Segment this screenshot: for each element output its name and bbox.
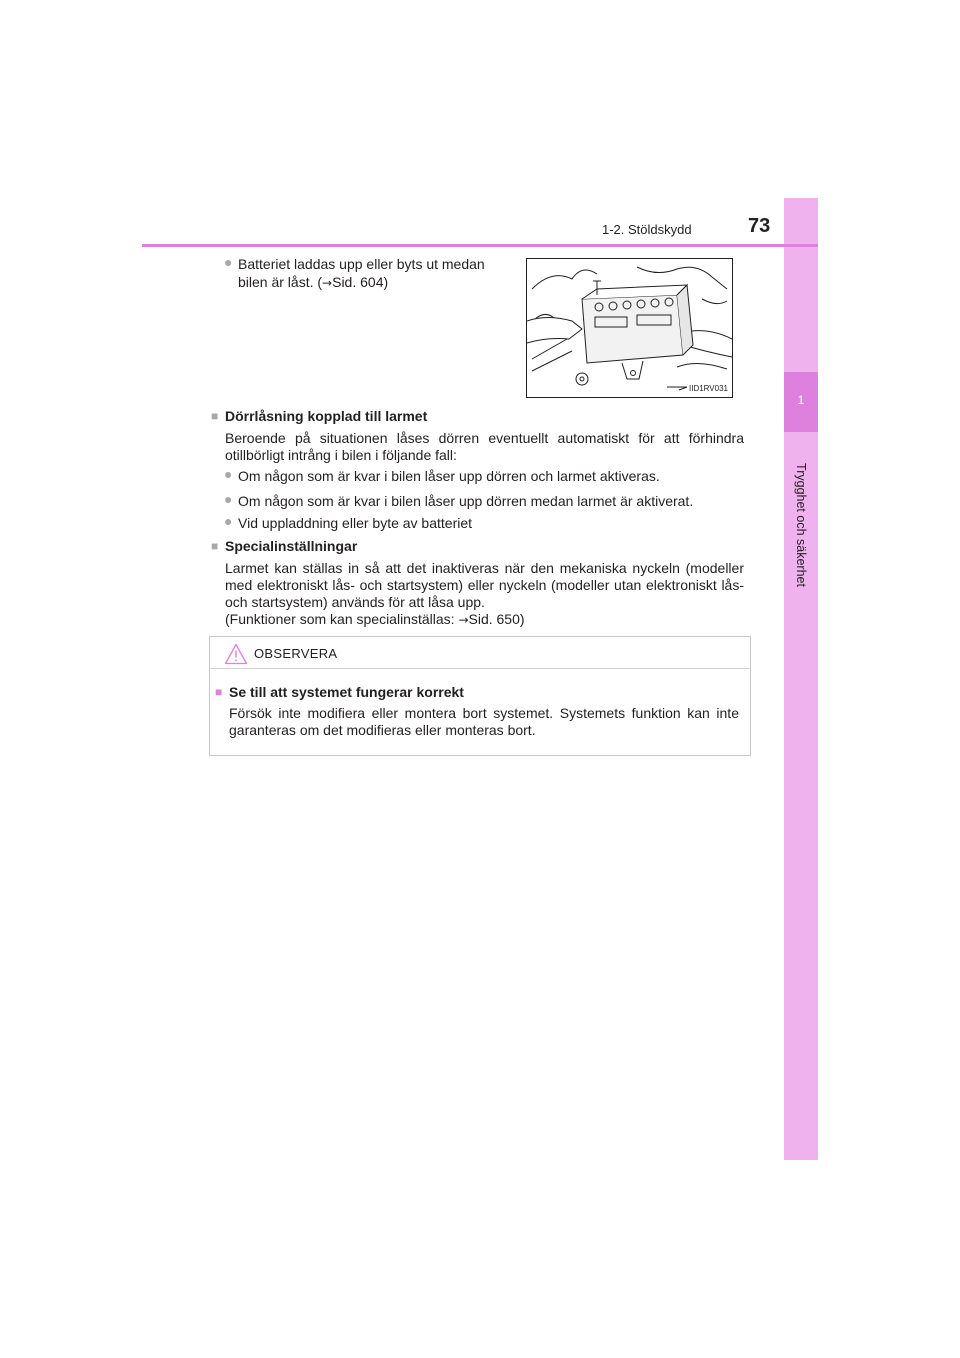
notice-paragraph: Försök inte modifiera eller montera bort systemet. Systemets funktion kan inte garanteras om det modifieras eller monteras bort. bbox=[229, 705, 739, 738]
section-marker-icon: ■ bbox=[211, 539, 219, 553]
section-title: 1-2. Stöldskydd bbox=[602, 222, 692, 237]
arrow-icon: → bbox=[322, 276, 333, 290]
battery-bullet-line1: Batteriet laddas upp eller byts ut medan bbox=[238, 256, 485, 272]
bullet-icon: ● bbox=[224, 513, 233, 529]
bullet-icon: ● bbox=[224, 491, 233, 507]
battery-illustration bbox=[526, 258, 733, 398]
notice-divider bbox=[210, 668, 750, 669]
notice-title: OBSERVERA bbox=[254, 646, 338, 661]
door-lock-bullet-2: Om någon som är kvar i bilen låser upp dörren medan larmet är aktiverat. bbox=[238, 493, 694, 509]
arrow-icon: → bbox=[458, 613, 469, 627]
special-paragraph: Larmet kan ställas in så att det inaktiveras när den mekaniska nyckeln (modeller med elektroniskt lås- och startsystem) eller nyckeln (modeller utan elektroniskt lås- och startsystem) används för att låsa upp. bbox=[225, 560, 744, 610]
warning-triangle-icon bbox=[224, 643, 248, 665]
page-number: 73 bbox=[748, 215, 771, 237]
special-functions-line: (Funktioner som kan specialinställas: →Sid. 650) bbox=[225, 611, 525, 627]
battery-drawing bbox=[527, 259, 732, 397]
side-tab bbox=[784, 198, 818, 1160]
bullet-icon: ● bbox=[224, 254, 233, 270]
battery-bullet-line2: bilen är låst. (→Sid. 604) bbox=[238, 274, 389, 290]
door-lock-bullet-1: Om någon som är kvar i bilen låser upp dörren och larmet aktiveras. bbox=[238, 468, 660, 484]
bullet-icon: ● bbox=[224, 466, 233, 482]
side-tab-chapter-number: 1 bbox=[797, 393, 805, 407]
door-lock-heading: Dörrlåsning kopplad till larmet bbox=[225, 408, 428, 424]
special-heading: Specialinställningar bbox=[225, 538, 358, 554]
section-marker-icon: ■ bbox=[215, 685, 223, 699]
door-lock-paragraph: Beroende på situationen låses dörren eventuellt automatiskt för att förhindra otillbörligt intrång i bilen i följande fall: bbox=[225, 430, 744, 463]
header-rule bbox=[142, 244, 818, 247]
notice-heading: Se till att systemet fungerar korrekt bbox=[229, 684, 464, 700]
door-lock-bullet-3: Vid uppladdning eller byte av batteriet bbox=[238, 515, 473, 531]
side-tab-chapter-label: Trygghet och säkerhet bbox=[794, 463, 808, 587]
section-marker-icon: ■ bbox=[211, 409, 219, 423]
illustration-code: IID1RV031 bbox=[689, 384, 728, 393]
